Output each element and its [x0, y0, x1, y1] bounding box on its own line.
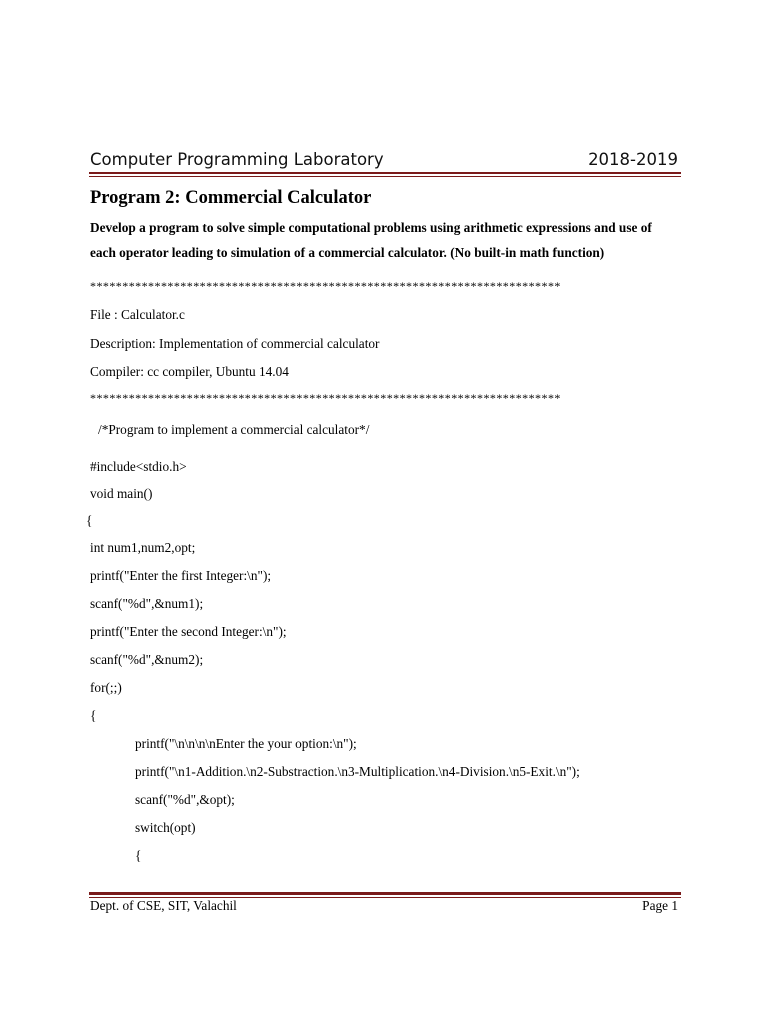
code-line: scanf("%d",&opt); [135, 792, 235, 807]
code-line: #include<stdio.h> [90, 459, 187, 474]
header-rule-thin [89, 176, 681, 177]
code-line: { [135, 848, 142, 863]
file-name: File : Calculator.c [90, 307, 185, 322]
code-line: printf("Enter the second Integer:\n"); [90, 624, 287, 639]
code-line: printf("Enter the first Integer:\n"); [90, 568, 272, 583]
compiler-info: Compiler: cc compiler, Ubuntu 14.04 [90, 364, 289, 379]
code-line: { [90, 708, 97, 723]
footer-page-number: Page 1 [642, 898, 678, 913]
separator-line: ************************************************************************* [90, 391, 561, 405]
code-line: { [86, 513, 93, 528]
code-line: int num1,num2,opt; [90, 540, 196, 555]
code-line: printf("\n1-Addition.\n2-Substraction.\n3-Multiplication.\n4-Division.\n5-Exit.\n"); [135, 764, 580, 779]
program-title: Program 2: Commercial Calculator [90, 188, 372, 208]
code-line: scanf("%d",&num1); [90, 596, 204, 611]
code-line: for(;;) [90, 680, 122, 695]
code-line: switch(opt) [135, 820, 196, 835]
header-year: 2018-2019 [588, 150, 678, 169]
code-line: void main() [90, 486, 153, 501]
footer-rule [89, 892, 681, 895]
header-course-title: Computer Programming Laboratory [90, 150, 384, 169]
header-rule [89, 172, 681, 174]
program-description: Develop a program to solve simple computational problems using arithmetic expressions and use of each operator leading to simulation of a commercial calculator. (No built-in math function) [90, 220, 652, 260]
separator-line: ************************************************************************* [90, 279, 561, 293]
code-line: scanf("%d",&num2); [90, 652, 204, 667]
file-description: Description: Implementation of commercial calculator [90, 336, 380, 351]
footer-department: Dept. of CSE, SIT, Valachil [90, 898, 237, 913]
code-comment: /*Program to implement a commercial calculator*/ [98, 422, 370, 437]
code-line: printf("\n\n\n\nEnter the your option:\n"); [135, 736, 357, 751]
